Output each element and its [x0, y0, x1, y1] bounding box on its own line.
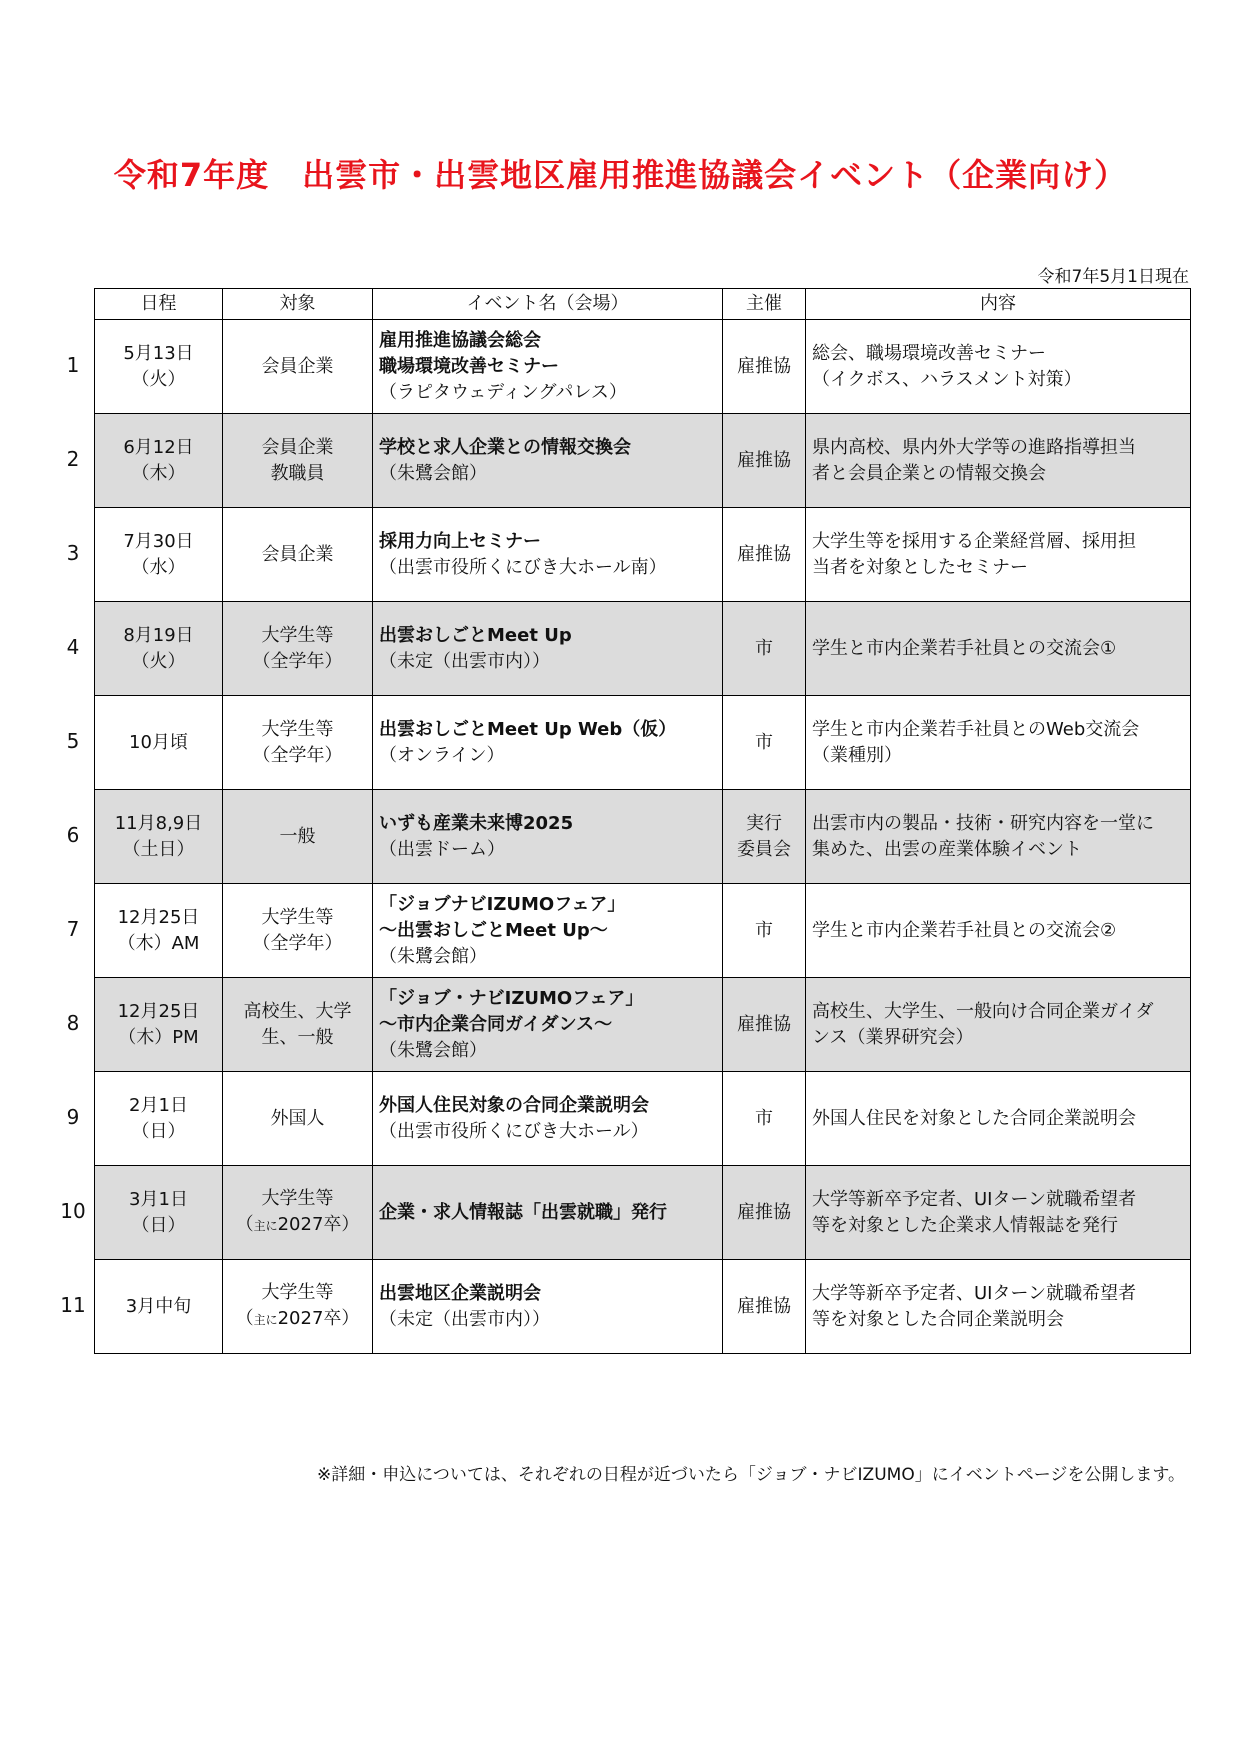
host-cell-line: 委員会 — [737, 838, 791, 860]
content-cell-line: （イクボス、ハラスメント対策） — [812, 368, 1082, 390]
table-header-row — [95, 289, 1191, 320]
date-cell-line: 7月30日 — [123, 530, 194, 552]
content-cell — [806, 978, 1191, 1072]
table-row — [95, 602, 1191, 696]
event-name-cell — [373, 978, 723, 1072]
date-cell-line: （木） — [131, 462, 186, 484]
content-cell-line: 大学等新卒予定者、UIターン就職希望者 — [812, 1282, 1137, 1304]
target-cell-line: 会員企業 — [261, 355, 334, 377]
date-cell — [95, 978, 223, 1072]
content-cell-line: 学生と市内企業若手社員との交流会② — [812, 919, 1117, 941]
date-cell-line: （土日） — [122, 838, 195, 860]
host-cell — [723, 1260, 806, 1354]
host-cell — [723, 414, 806, 508]
date-cell-line: （木）AM — [117, 932, 200, 954]
event-name-cell — [373, 320, 723, 414]
host-cell — [723, 1072, 806, 1166]
date-cell — [95, 1260, 223, 1354]
target-cell — [223, 884, 373, 978]
event-venue: （出雲市役所くにびき大ホール南） — [379, 556, 667, 578]
date-cell — [95, 696, 223, 790]
header-event-name: イベント名（会場） — [373, 289, 723, 320]
page-title: 令和7年度 出雲市・出雲地区雇用推進協議会イベント（企業向け） — [113, 156, 1128, 194]
content-cell — [806, 1166, 1191, 1260]
target-cell-line: （主に2027卒） — [235, 1214, 360, 1235]
header-target: 対象 — [223, 289, 373, 320]
event-name-cell-line: 「ジョブナビIZUMOフェア」 — [379, 893, 626, 915]
host-cell — [723, 1166, 806, 1260]
host-cell — [723, 978, 806, 1072]
content-cell — [806, 508, 1191, 602]
events-table — [94, 288, 1191, 1354]
date-cell — [95, 602, 223, 696]
event-venue: （朱鷺会館） — [379, 1039, 487, 1061]
event-venue: （朱鷺会館） — [379, 945, 487, 967]
content-cell-line: 集めた、出雲の産業体験イベント — [812, 838, 1082, 860]
date-cell-line: 11月8,9日 — [114, 812, 203, 834]
event-name-cell — [373, 696, 723, 790]
event-name-cell-line: 出雲おしごとMeet Up Web（仮） — [379, 718, 677, 740]
target-cell-line: 教職員 — [270, 462, 325, 484]
content-cell — [806, 884, 1191, 978]
date-cell-line: （火） — [131, 368, 186, 390]
date-cell-line: 10月頃 — [129, 731, 188, 753]
event-name-cell — [373, 1260, 723, 1354]
event-name-cell-line: 「ジョブ・ナビIZUMOフェア」 — [379, 987, 644, 1009]
row-number: 2 — [66, 447, 80, 471]
as-of-date: 令和7年5月1日現在 — [1037, 267, 1189, 287]
event-name-cell-line: 外国人住民対象の合同企業説明会 — [379, 1094, 649, 1116]
target-cell-line: （全学年） — [252, 744, 343, 766]
host-cell — [723, 508, 806, 602]
date-cell-line: （火） — [131, 650, 186, 672]
row-number: 7 — [66, 917, 80, 941]
event-name-cell — [373, 602, 723, 696]
host-cell-line: 実行 — [746, 812, 782, 834]
target-cell-line: 大学生等 — [261, 906, 334, 928]
host-cell-line: 雇推協 — [737, 1013, 791, 1035]
event-venue: （出雲ドーム） — [379, 838, 505, 860]
content-cell-line: 大学等新卒予定者、UIターン就職希望者 — [812, 1188, 1137, 1210]
target-cell-line: （全学年） — [252, 650, 343, 672]
content-cell — [806, 602, 1191, 696]
content-cell-line: 出雲市内の製品・技術・研究内容を一堂に — [812, 812, 1154, 834]
row-number: 11 — [60, 1293, 86, 1317]
target-cell-line: 高校生、大学 — [243, 1000, 352, 1022]
host-cell-line: 雇推協 — [737, 355, 791, 377]
target-cell — [223, 790, 373, 884]
target-cell-line: 一般 — [279, 825, 316, 847]
target-cell-line: 大学生等 — [261, 624, 334, 646]
date-cell-line: （水） — [131, 556, 186, 578]
table-row — [95, 790, 1191, 884]
target-cell-line: 大学生等 — [261, 1188, 334, 1209]
content-cell-line: ンス（業界研究会） — [812, 1026, 974, 1048]
host-cell — [723, 884, 806, 978]
date-cell-line: 6月12日 — [123, 436, 194, 458]
date-cell — [95, 884, 223, 978]
target-cell — [223, 1166, 373, 1260]
event-name-cell — [373, 1072, 723, 1166]
content-cell-line: 高校生、大学生、一般向け合同企業ガイダ — [812, 1000, 1154, 1022]
event-name-cell-line: 企業・求人情報誌「出雲就職」発行 — [379, 1201, 667, 1223]
event-name-cell-line: 採用力向上セミナー — [379, 530, 541, 552]
row-number: 10 — [60, 1199, 86, 1223]
date-cell — [95, 414, 223, 508]
row-number: 4 — [66, 635, 80, 659]
event-venue: （ラピタウェディングパレス） — [379, 381, 627, 403]
date-cell — [95, 790, 223, 884]
host-cell — [723, 696, 806, 790]
table-row — [95, 1166, 1191, 1260]
host-cell-line: 市 — [755, 1107, 773, 1129]
row-number: 3 — [66, 541, 80, 565]
target-cell — [223, 696, 373, 790]
content-cell-line: 県内高校、県内外大学等の進路指導担当 — [812, 436, 1136, 458]
host-cell-line: 市 — [755, 731, 773, 753]
date-cell-line: 12月25日 — [117, 1000, 200, 1022]
event-name-cell-line: 雇用推進協議会総会 — [379, 329, 541, 351]
content-cell — [806, 414, 1191, 508]
event-venue: （オンライン） — [379, 744, 505, 766]
content-cell-line: 学生と市内企業若手社員との交流会① — [812, 637, 1117, 659]
target-cell — [223, 1072, 373, 1166]
event-name-cell-line: ～市内企業合同ガイダンス～ — [379, 1013, 613, 1035]
date-cell — [95, 1072, 223, 1166]
date-cell-line: （日） — [131, 1120, 186, 1142]
date-cell-line: 12月25日 — [117, 906, 200, 928]
target-cell — [223, 508, 373, 602]
event-name-cell-line: 学校と求人企業との情報交換会 — [379, 436, 631, 458]
table-row — [95, 320, 1191, 414]
event-name-cell-line: 出雲おしごとMeet Up — [379, 624, 572, 646]
content-cell — [806, 320, 1191, 414]
host-cell-line: 市 — [755, 919, 773, 941]
host-cell-line: 雇推協 — [737, 1201, 791, 1223]
table-row — [95, 414, 1191, 508]
date-cell-line: 3月中旬 — [125, 1295, 192, 1317]
date-cell-line: 8月19日 — [123, 624, 194, 646]
date-cell-line: 5月13日 — [123, 342, 194, 364]
content-cell — [806, 696, 1191, 790]
target-cell-line: 会員企業 — [261, 543, 334, 565]
row-number: 1 — [66, 353, 80, 377]
content-cell-line: 等を対象とした企業求人情報誌を発行 — [812, 1214, 1118, 1236]
date-cell — [95, 508, 223, 602]
content-cell-line: 大学生等を採用する企業経営層、採用担 — [812, 530, 1136, 552]
date-cell — [95, 1166, 223, 1260]
table-row — [95, 508, 1191, 602]
target-cell-line: 会員企業 — [261, 436, 334, 458]
target-cell — [223, 414, 373, 508]
header-content: 内容 — [806, 289, 1191, 320]
host-cell-line: 雇推協 — [737, 543, 791, 565]
event-venue: （朱鷺会館） — [379, 462, 487, 484]
event-name-cell-line: いずも産業未来博2025 — [379, 812, 574, 834]
content-cell-line: 者と会員企業との情報交換会 — [812, 462, 1046, 484]
date-cell-line: 2月1日 — [129, 1094, 188, 1116]
event-name-cell — [373, 508, 723, 602]
content-cell-line: 総会、職場環境改善セミナー — [812, 342, 1046, 364]
content-cell-line: 学生と市内企業若手社員とのWeb交流会 — [812, 718, 1140, 740]
header-host: 主催 — [723, 289, 806, 320]
event-name-cell — [373, 414, 723, 508]
event-venue: （未定（出雲市内）） — [379, 650, 550, 672]
host-cell-line: 雇推協 — [737, 449, 791, 471]
event-venue: （出雲市役所くにびき大ホール） — [379, 1120, 649, 1142]
host-cell-line: 市 — [755, 637, 773, 659]
date-cell-line: 3月1日 — [129, 1188, 188, 1210]
content-cell-line: 当者を対象としたセミナー — [812, 556, 1028, 578]
table-row — [95, 1072, 1191, 1166]
host-cell — [723, 790, 806, 884]
table-row — [95, 978, 1191, 1072]
content-cell — [806, 1260, 1191, 1354]
target-cell-line: （全学年） — [252, 932, 343, 954]
event-name-cell — [373, 1166, 723, 1260]
table-row — [95, 884, 1191, 978]
row-number: 6 — [66, 823, 80, 847]
content-cell — [806, 790, 1191, 884]
target-cell — [223, 320, 373, 414]
footer-note: ※詳細・申込については、それぞれの日程が近づいたら「ジョブ・ナビIZUMO」にイベントページを公開します。 — [316, 1465, 1185, 1485]
target-cell — [223, 1260, 373, 1354]
content-cell — [806, 1072, 1191, 1166]
row-number: 8 — [66, 1011, 80, 1035]
event-name-cell — [373, 790, 723, 884]
target-cell — [223, 978, 373, 1072]
host-cell — [723, 602, 806, 696]
event-name-cell-line: ～出雲おしごとMeet Up～ — [379, 919, 608, 941]
target-cell — [223, 602, 373, 696]
content-cell-line: 外国人住民を対象とした合同企業説明会 — [812, 1107, 1136, 1129]
date-cell-line: （木）PM — [118, 1026, 199, 1048]
content-cell-line: （業種別） — [812, 744, 902, 766]
header-date: 日程 — [95, 289, 223, 320]
row-number: 9 — [66, 1105, 80, 1129]
content-cell-line: 等を対象とした合同企業説明会 — [812, 1308, 1064, 1330]
date-cell-line: （日） — [131, 1214, 186, 1236]
event-venue: （未定（出雲市内）） — [379, 1308, 550, 1330]
table-row — [95, 1260, 1191, 1354]
host-cell — [723, 320, 806, 414]
target-cell-line: 外国人 — [270, 1107, 325, 1129]
target-cell-line: 大学生等 — [261, 1282, 334, 1303]
target-cell-line: 生、一般 — [261, 1026, 334, 1048]
event-name-cell-line: 職場環境改善セミナー — [379, 355, 559, 377]
table-row — [95, 696, 1191, 790]
host-cell-line: 雇推協 — [737, 1295, 791, 1317]
row-number: 5 — [66, 729, 80, 753]
event-name-cell — [373, 884, 723, 978]
event-name-cell-line: 出雲地区企業説明会 — [379, 1282, 541, 1304]
date-cell — [95, 320, 223, 414]
target-cell-line: 大学生等 — [261, 718, 334, 740]
target-cell-line: （主に2027卒） — [235, 1308, 360, 1329]
